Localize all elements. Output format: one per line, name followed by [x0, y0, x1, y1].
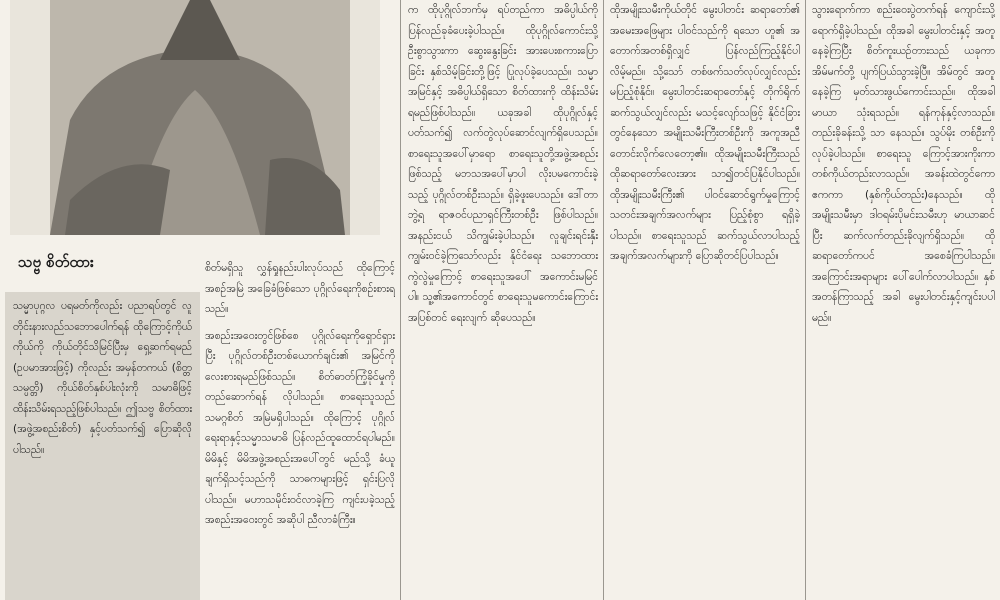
- column-3: [408, 0, 598, 600]
- column-divider: [603, 0, 604, 600]
- column-3-paragraph: က ထိုပုဂ္ဂိုလ်ဘက်မှ ရပ်တည်ကာ အဓိပ္ပါယ်ကို ပြန်လည်ခုခံပေးခဲ့ပါသည်။ ထိုပုဂ္ဂိုလ်ကောင်းသို့ ဦးစွာသွားကာ ဆွေးနွေးခြင်း အားပေးစကားပြောခြင်း နှစ်သိမ့်ခြင်းတို့ဖြင့် ပြုလုပ်ခဲ့ပေသည်။ သမ္မာအမြင်နှင့် အဓိပ္ပါယ်ရှိသော စိတ်ထားကို ထိန်းသိမ်းရမည်ဖြစ်ပါသည်။ ယခုအခါ ထိုပုဂ္ဂိုလ်နှင့် ပတ်သက်၍ လက်တွဲလုပ်ဆောင်လျက်ရှိပေသည်။ စာရေးသူအပေါ်မှာရော စာရေးသူတို့အဖွဲ့အစည်းဖြစ်သည့် မဘသအပေါ်မှာပါ လိုးပမကောင်းခဲ့သည့် ပုဂ္ဂိုလ်တစ်ဦးသည်။ ရှိခဲ့ဖူးပေသည်။ ဒေါ်တာဘွဲ့ရ ရာဇဝင်ပညာရှင်ကြီးတစ်ဦး ဖြစ်ပါသည်။ အနည်းငယ် သိကျွမ်းခဲ့ပါသည်။ လူချင်းရင်းနှီး ကျွမ်းဝင်ခဲ့ကြသော်လည်း နိုင်ငံရေး သဘောထားကွဲလွဲမှုကြောင့် စာရေးသူအပေါ် အကောင်းမမြင်ပါ။ သူ့၏အကောင်တွင် စာရေးသူမကောင်းကြောင်း အပြစ်တင် ရေးလျက် ဆိုပေသည်။: [408, 4, 598, 324]
- article-photo: [10, 0, 380, 235]
- column-2-lead: စိတ်မရှိသူ လွှန်ရှုနည်းပါးလုပ်သည် ထိုကြောင့်အစဉ်အမြဲ အခြေခံဖြစ်သော ပုဂ္ဂိုလ်ရေးကိုစဉ်းစားရသည်။: [205, 262, 395, 315]
- column-2-paragraph: အစည်းအဝေးတွင်ဖြစ်စေ ပုဂ္ဂိုလ်ရေးကိုရှောင်ရှားပြီး ပုဂ္ဂိုလ်တစ်ဦးတစ်ယောက်ချင်း၏ အမြင်ကိုလေးစားရမည်ဖြစ်သည်။ စိတ်ဓာတ်ကြံ့ခိုင်မှုကိုတည်ဆောက်ရန် လိုပါသည်။ စာရေးသူသည် သမဂ္ဂစိတ် အမြဲမရှိပါသည်။ ထိုကြောင့် ပုဂ္ဂိုလ်ရေးရာနှင့်သမ္မာသမာဓိ ပြန်လည်ထူထောင်ရပါမည်။ မိမိနှင့် မိမိအဖွဲ့အစည်းအပေါ်တွင် မည်သို့ ခံယူချက်ရှိသင့်သည်ကို သာဓကများဖြင့် ရှင်းပြလိုပါသည်။ မဟာသမိုင်းဝင်လာခဲ့ကြ ကျင်းပခဲ့သည့်အစည်းအဝေးတွင် အဆိုပါ ညီလာခံကြီး။: [205, 329, 395, 526]
- column-4: [610, 0, 800, 600]
- highlighted-text-box: [5, 292, 200, 600]
- column-5: [812, 0, 995, 600]
- column-divider: [805, 0, 806, 600]
- portrait-photo-image: [10, 0, 380, 235]
- highlighted-paragraph: သမ္မာပုဂ္ဂလ ပရမတ်ကိုလည်း ပညာရပ်တွင် လူတိုင်းနားလည်သဘောပေါက်ရန် ထိုကြောင့်ကိုယ်ကိုယ်ကို ကိုယ်တိုင်သိမြင်ပြီးမှ ရှေ့ဆက်ရမည် (ဥပမာအားဖြင့်) ကိုလည်း အမှန်တကယ် (စိတ္တသမ္ပတ္တိ) ကိုယ်စိတ်နှစ်ပါးလုံးကို သမာဓိဖြင့်ထိန်းသိမ်းရသည့်ဖြစ်ပါသည်။ ဤသဗ္ဗ စိတ်ထား (အဖွဲ့အစည်းစိတ်) နှင့်ပတ်သက်၍ ပြောဆိုလိုပါသည်။: [13, 300, 192, 456]
- column-2: [205, 258, 395, 600]
- column-4-paragraph: ထိုအမျိုးသမီးကိုယ်တိုင် မွေးပါတင်း ဆရာတော်၏ အမေးအဖြေများ ပါဝင်သည်ကို ရသော ဟူ၏ အတောက်အတစ်ရှိလျှင် ပြန်လည်ကြည့်နိုင်ပါလိမ့်မည်။ သို့သော် တစ်ဖက်သတ်လုပ်လျှင်လည်း မပြည့်စုံနိုင်။ မွေးပါတင်းဆရာတော်နှင့် တိုက်ရိုက်ဆက်သွယ်လျှင်လည်း မသင့်လျော်သဖြင့် နိုင်ငံခြားတွင်နေသော အမျိုးသမီးကြီးတစ်ဦးကို အကူအညီတောင်းလိုက်လေတော့၏။ ထိုအမျိုးသမီးကြီးသည် ထိုဆရာတော်လေးအား သာ၍တင်ပြနိုင်ပါသည်။ ထိုအမျိုးသမီးကြီး၏ ပါဝင်ဆောင်ရွက်မှုကြောင့် သတင်းအချက်အလက်များ ပြည့်စုံစွာ ရရှိခဲ့ပါသည်။ စာရေးသူသည် ဆက်သွယ်လာပါသည့် အချက်အလက်များကို ပြောဆိုတင်ပြပါသည်။: [610, 4, 800, 262]
- article-headline: သဗ္ဗ စိတ်ထား: [18, 253, 94, 271]
- column-divider: [400, 0, 401, 600]
- column-5-paragraph: သွားရောက်ကာ စည်းဝေးပွဲတက်ရန် ကျောင်းသို့ ရောက်ရှိခဲ့ပါသည်။ ထိုအခါ မွေးပါတင်းနှင့် အတူနေခဲ့ကြပြီး စိတ်ကူးယဉ်တားသည် ယခုကာ အိမ်မက်တို့ ပျက်ပြယ်သွားခဲ့ပြီ။ အိမ်တွင် အတူနေခဲ့ကြ မှတ်သားဖွယ်ကောင်းသည်။ ထိုအခါ မာယာ သုံးရသည်။ ရန်ကုန်နှင့်လာသည်။ တည်းခိုခန်းသို့ သာ နေသည်။ သွပ်မိုး တစ်ဦးကိုလုပ်ခဲ့ပါသည်။ စာရေးသူ ကြောင့်အားကိုးကာ တစ်ကိုယ်တည်းလာသည်။ အခန်းထဲတွင်ကော ဧကကာ (နှစ်ကိုယ်တည်း)နေသည်။ ထိုအမျိုးသမီးမှာ ဒါဝရမ်းပိုမင်းသမီးဟု မာယာဆင်ပြီး ဆက်လက်တည်းခိုလျက်ရှိသည်။ ထိုဆရာတော်ကပင် အစေခံကြပါသည်။ အကြောင်းအရာများ ပေါ်ပေါက်လာပါသည်။ နှစ်အတန်ကြာသည့် အခါ မွေးပါတင်းနှင့်ကျင်းပပါမည်။: [812, 4, 995, 324]
